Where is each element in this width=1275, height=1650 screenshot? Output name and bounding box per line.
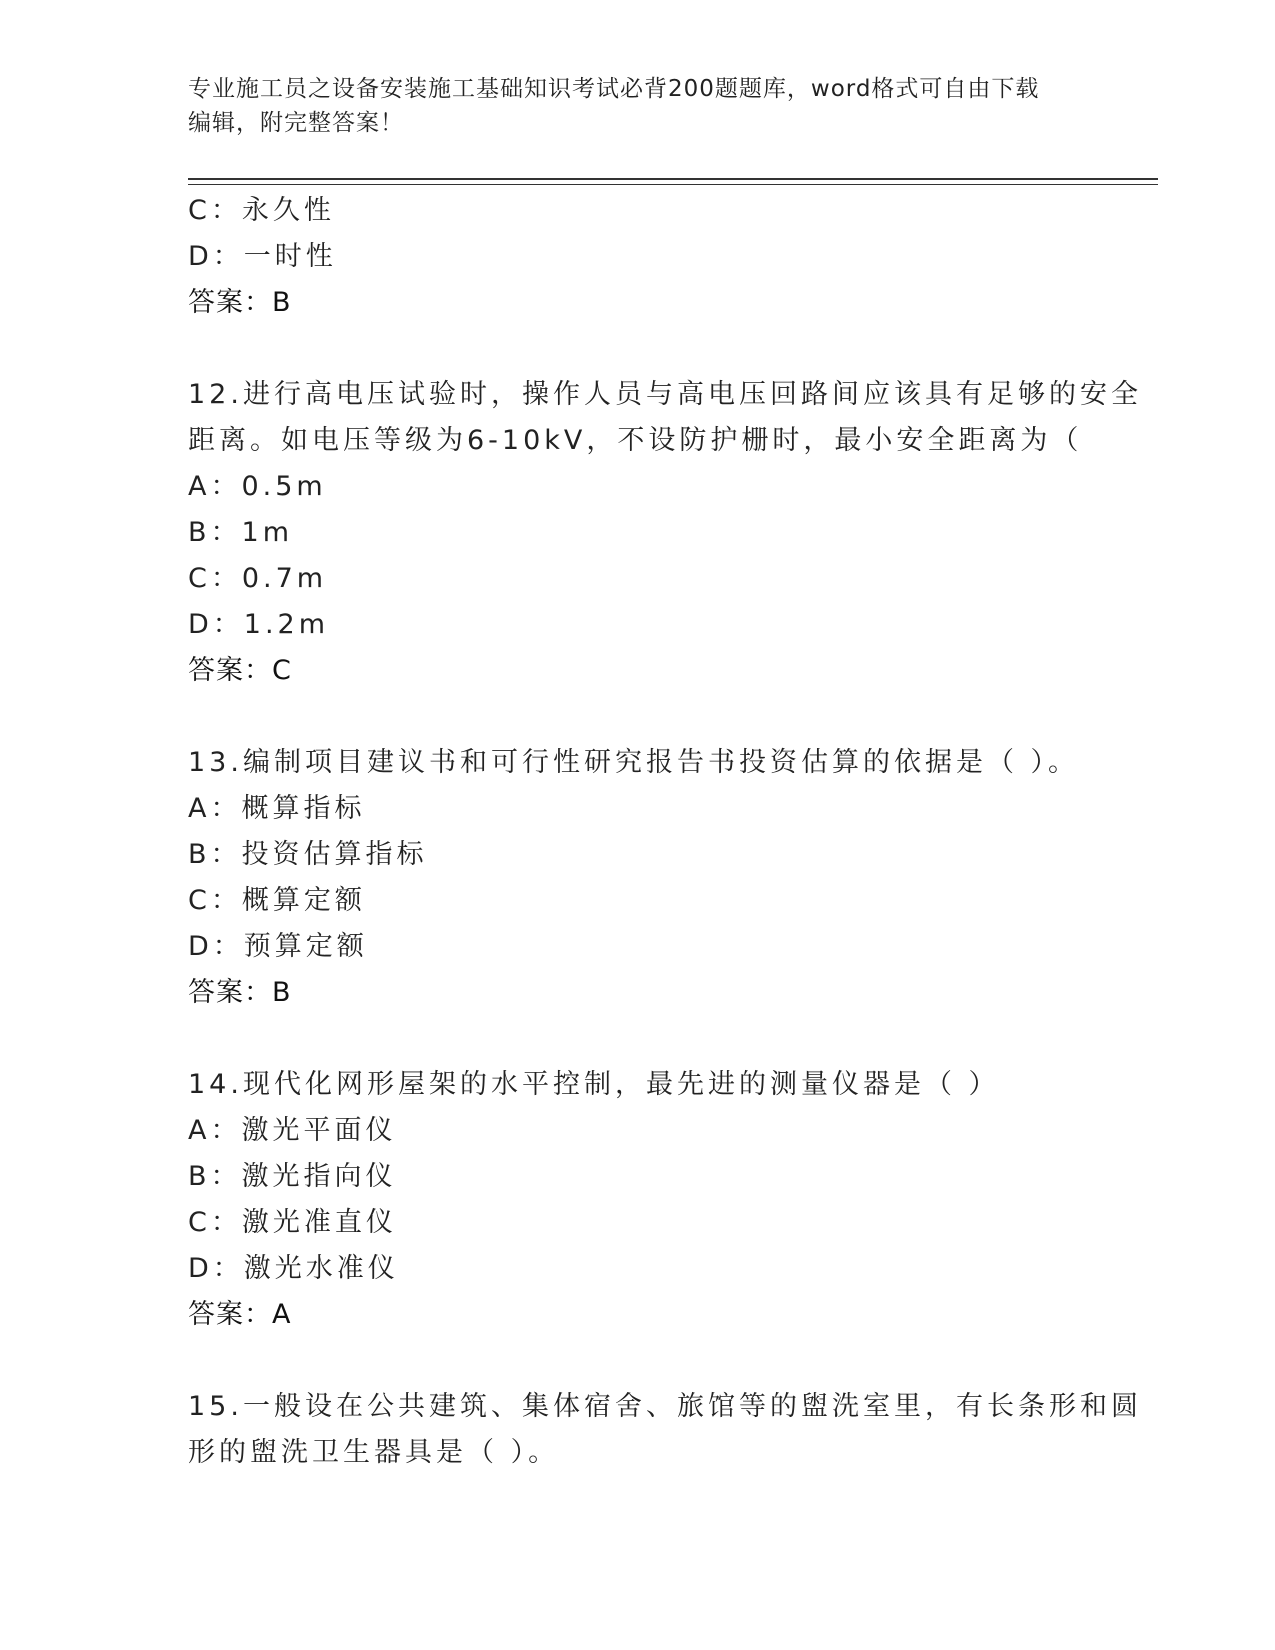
- option-c: C：永久性: [188, 195, 335, 226]
- answer: 答案：B: [188, 287, 292, 318]
- question-stem: 距离。如电压等级为6-10kV，不设防护栅时，最小安全距离为（: [188, 425, 1083, 456]
- question-13: [188, 740, 1088, 1016]
- option-b: B：投资估算指标: [188, 839, 428, 870]
- question-15: [188, 1384, 1142, 1476]
- question-stem: 15.一般设在公共建筑、集体宿舍、旅馆等的盥洗室里，有长条形和圆: [188, 1391, 1142, 1422]
- option-c: C：概算定额: [188, 885, 366, 916]
- spacer: [188, 1016, 1088, 1062]
- question-stem: 14.现代化网形屋架的水平控制，最先进的测量仪器是（ ）: [188, 1069, 1000, 1100]
- option-b: B：1m: [188, 517, 294, 548]
- option-c: C：0.7m: [188, 563, 328, 594]
- header-line-1: 专业施工员之设备安装施工基础知识考试必背200题题库，word格式可自由下载: [188, 76, 1040, 102]
- question-stem: 13.编制项目建议书和可行性研究报告书投资估算的依据是（ ）。: [188, 747, 1080, 778]
- option-a: A：激光平面仪: [188, 1115, 397, 1146]
- question-12: [188, 372, 1142, 694]
- answer: 答案：A: [188, 1299, 292, 1330]
- question-stem: 形的盥洗卫生器具是（ ）。: [188, 1437, 560, 1468]
- question-14: [188, 1062, 1088, 1338]
- answer: 答案：B: [188, 977, 292, 1008]
- option-d: D：一时性: [188, 241, 337, 272]
- option-d: D：1.2m: [188, 609, 330, 640]
- option-a: A：概算指标: [188, 793, 366, 824]
- header-divider: [188, 178, 1158, 180]
- option-a: A：0.5m: [188, 471, 327, 502]
- option-c: C：激光准直仪: [188, 1207, 397, 1238]
- question-stem: 12.进行高电压试验时，操作人员与高电压回路间应该具有足够的安全: [188, 379, 1142, 410]
- question-list: [188, 188, 1142, 1476]
- header-divider-thin: [188, 184, 1158, 185]
- option-b: B：激光指向仪: [188, 1161, 397, 1192]
- option-d: D：预算定额: [188, 931, 368, 962]
- option-d: D：激光水准仪: [188, 1253, 399, 1284]
- header-line-2: 编辑，附完整答案！: [188, 110, 404, 136]
- spacer: [188, 1338, 1088, 1384]
- document-header: [188, 72, 1088, 140]
- spacer: [188, 694, 1088, 740]
- spacer: [188, 326, 1088, 372]
- answer: 答案：C: [188, 655, 292, 686]
